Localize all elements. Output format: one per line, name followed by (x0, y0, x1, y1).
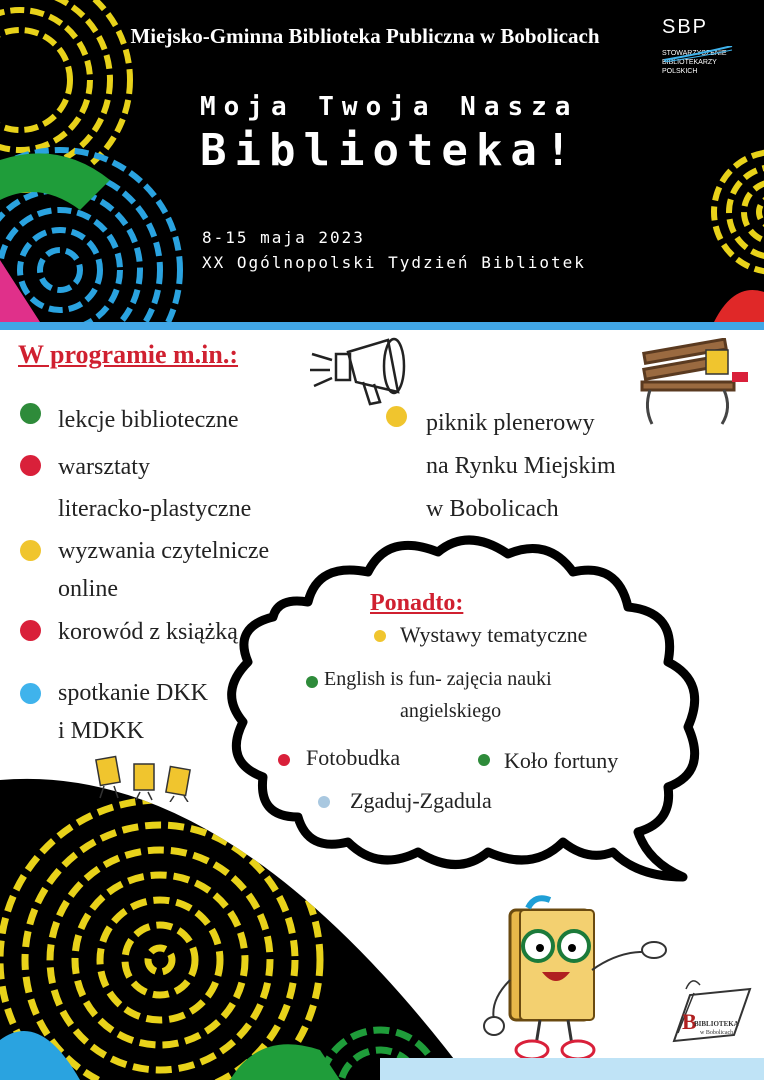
title-line-1: Moja Twoja Nasza (200, 92, 579, 122)
program-item-warsztaty: warsztaty (58, 454, 150, 480)
program-item-wyzwania: wyzwania czytelnicze (58, 538, 270, 564)
event-date: 8-15 maja 2023 (202, 228, 365, 247)
sbp-line-3: POLSKICH (662, 68, 698, 75)
ponadto-heading: Ponadto: (370, 590, 464, 616)
svg-text:B: B (682, 1009, 697, 1034)
fingerprint-art-right-icon (694, 92, 764, 322)
program-item-piknik-2: na Rynku Miejskim (426, 453, 616, 479)
program-item-korowod: korowód z książką (58, 619, 238, 645)
header-banner (0, 0, 764, 322)
program-item-warsztaty-2: literacko-plastyczne (58, 496, 252, 522)
program-item-dkk: spotkanie DKK (58, 680, 208, 706)
program-item-piknik-3: w Bobolicach (426, 496, 559, 522)
ponadto-item-english: English is fun- zajęcia nauki (324, 668, 552, 690)
program-heading: W programie m.in.: (18, 340, 239, 369)
ponadto-item-zgaduj: Zgaduj-Zgadula (350, 788, 492, 813)
ponadto-item-wystawy: Wystawy tematyczne (400, 622, 588, 647)
bullet-red-2 (20, 620, 41, 641)
organization-name: Miejsko-Gminna Biblioteka Publiczna w Bobolicach (130, 24, 600, 48)
bullet-red (20, 455, 41, 476)
library-logo-sub: w Bobolicach (700, 1030, 734, 1036)
sbp-mark: SBP (662, 16, 709, 38)
ponadto-item-kolo: Koło fortuny (504, 748, 619, 773)
program-item-dkk-2: i MDKK (58, 718, 145, 744)
book-mascot-icon (480, 890, 680, 1070)
megaphone-icon (308, 332, 428, 412)
library-logo-text: BIBLIOTEKA (694, 1020, 739, 1028)
ponadto-item-fotobudka: Fotobudka (306, 745, 401, 770)
dancing-books-icon (92, 752, 202, 802)
title-line-2: Biblioteka! (200, 125, 580, 176)
bullet-green (20, 403, 41, 424)
bullet-red-small (278, 754, 290, 766)
sbp-swoosh-icon (664, 46, 734, 62)
sbp-line-2: BIBLIOTEKARZY (662, 59, 717, 66)
bullet-yellow (20, 540, 41, 561)
program-item-wyzwania-2: online (58, 576, 118, 602)
program-item-lekcje: lekcje biblioteczne (58, 407, 239, 433)
event-name: XX Ogólnopolski Tydzień Bibliotek (202, 253, 586, 272)
bullet-yellow-small (374, 630, 386, 642)
bottom-stripe (380, 1058, 764, 1080)
bench-icon (636, 338, 756, 428)
bullet-green-small-2 (478, 754, 490, 766)
bullet-blue (20, 683, 41, 704)
program-item-piknik: piknik plenerowy (426, 410, 595, 436)
bullet-lightblue-small (318, 796, 330, 808)
sbp-logo (662, 16, 762, 76)
bullet-yellow-right (386, 406, 407, 427)
bullet-green-small (306, 676, 318, 688)
ponadto-item-english-2: angielskiego (400, 700, 502, 722)
sbp-line-1: STOWARZYSZENIE (662, 50, 727, 57)
divider-bar (0, 322, 764, 330)
